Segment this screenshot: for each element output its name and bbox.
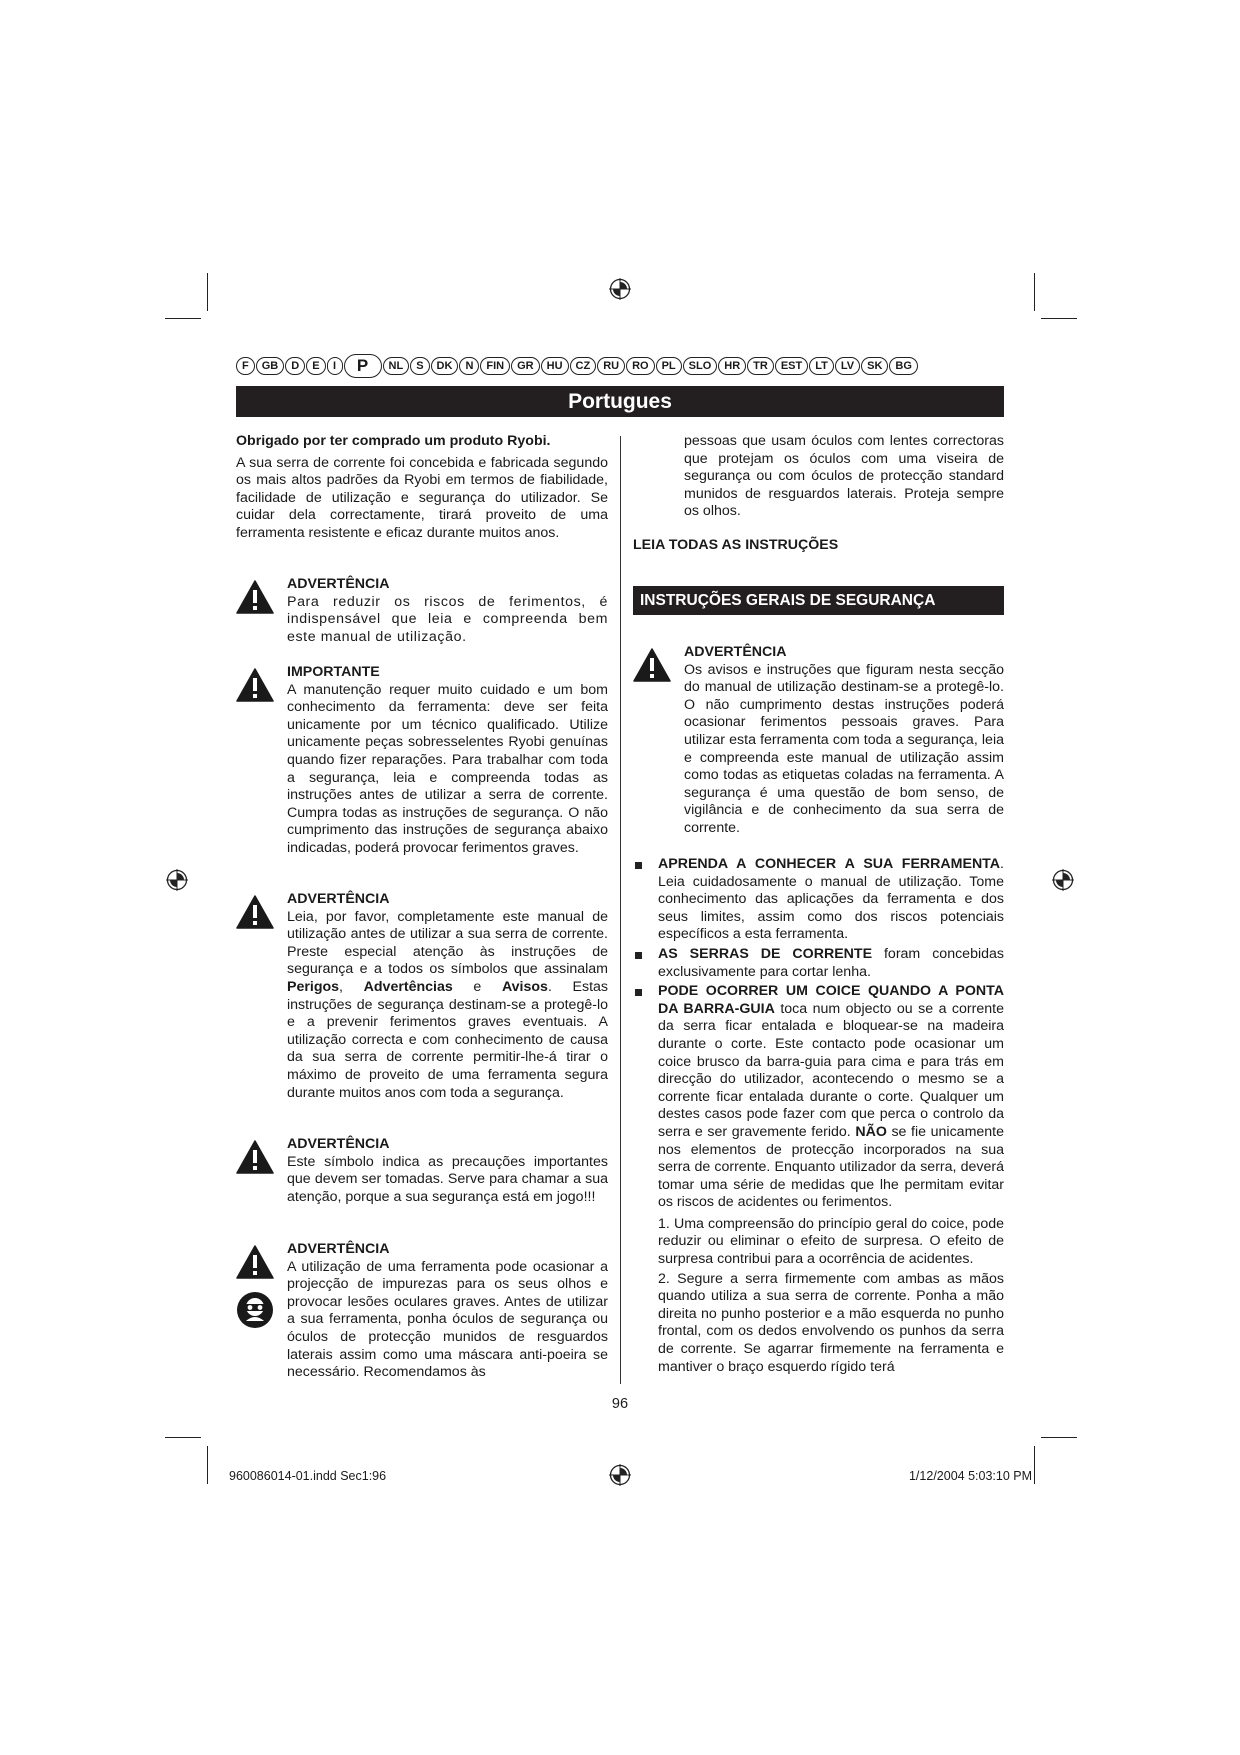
language-tab-ro: RO [626,357,655,375]
intro-text: A sua serra de corrente foi concebida e fabricada segundo os mais altos padrões da Ryobi em termos de fiabilidade, facilidade de utilização e segurança do utilizador. Se cuidar dela correctamente, tirará proveito de uma ferramenta resistente e eficaz durante muitos anos. [236,454,608,541]
section-heading: INSTRUÇÕES GERAIS DE SEGURANÇA [633,586,1004,615]
language-tab-hu: HU [541,357,569,375]
language-tab-f: F [236,357,255,375]
page-title: Portugues [236,386,1004,417]
bullet-square-icon [635,952,642,959]
language-tab-slo: SLO [683,357,718,375]
important-title: IMPORTANTE [287,664,380,680]
registration-mark-icon [166,869,188,891]
read-all-heading: LEIA TODAS AS INSTRUÇÕES [633,537,839,553]
language-tab-sk: SK [861,357,888,375]
crop-mark [165,1437,201,1438]
warning-triangle-icon [236,1140,274,1174]
bullet-square-icon [635,989,642,996]
page-number: 96 [611,1396,629,1412]
continued-text-block [684,433,1004,521]
language-tab-nl: NL [383,357,410,375]
safety-goggles-icon [236,1291,274,1329]
intro-section [236,433,608,543]
language-tab-lt: LT [809,357,834,375]
warning-triangle-icon [633,648,671,682]
language-tab-bg: BG [889,357,918,375]
language-tab-dk: DK [431,357,459,375]
bullet-square-icon [635,862,642,869]
language-tab-s: S [410,357,429,375]
crop-mark [1041,318,1077,319]
warning-triangle-icon [236,668,274,702]
intro-title: Obrigado por ter comprado um produto Ryobi. [236,433,551,449]
crop-mark [1041,1437,1077,1438]
warning-triangle-icon [236,1245,274,1279]
warning-title: ADVERTÊNCIA [287,891,390,907]
important-text: A manutenção requer muito cuidado e um bom conhecimento da ferramenta: deve ser feita unicamente por um técnico qualificado. Utilize unicamente peças sobresselentes Ryobi genuínas quando fizer reparações. Para trabalhar com toda a segurança, leia e compreenda todas as instruções antes de utilizar a serra de corrente. Cumpra todas as instruções de segurança. O não cumprimento das instruções de segurança abaixo indicadas, poderá provocar ferimentos graves. [287,681,608,856]
warning-text: Este símbolo indica as precauções importantes que devem ser tomadas. Serve para chamar a sua atenção, porque a sua segurança está em jogo!!! [287,1153,608,1205]
numbered-item: 2. Segure a serra firmemente com ambas as mãos quando utiliza a sua serra de corrente. Ponha a mão direita no punho posterior e a mão esquerda no punho frontal, com os dedos envolvendo os punhos da serra de corrente. Se agarrar firmemente na ferramenta e mantiver o braço esquerdo rígido terá [658,1270,1004,1375]
footer-file-info: 960086014-01.indd Sec1:96 [229,1469,387,1483]
warning-title: ADVERTÊNCIA [287,1136,390,1152]
language-tab-d: D [285,357,305,375]
crop-mark [165,318,201,319]
registration-mark-icon [609,278,631,300]
bullet-item: AS SERRAS DE CORRENTE foram concebidas exclusivamente para cortar lenha. [633,946,1004,981]
language-tab-tr: TR [747,357,774,375]
bullet-item: APRENDA A CONHECER A SUA FERRAMENTA. Leia cuidadosamente o manual de utilização. Tome conhecimento das aplicações da ferramenta e dos seus limites, assim como dos riscos potenciais específicos a esta ferramenta. [633,856,1004,944]
warning-title: ADVERTÊNCIA [287,576,390,592]
warning-text: Para reduzir os riscos de ferimentos, é indispensável que leia e compreenda bem este manual de utilização. [287,593,608,645]
language-tab-e: E [306,357,325,375]
crop-mark [207,1446,208,1484]
language-tab-gr: GR [511,357,540,375]
language-tab-gb: GB [256,357,285,375]
language-tab-p: P [344,354,382,378]
column-divider [620,436,621,1384]
language-tab-ru: RU [597,357,625,375]
crop-mark [1034,1446,1035,1484]
language-tab-cz: CZ [570,357,597,375]
registration-mark-icon [1052,869,1074,891]
language-tab-pl: PL [656,357,682,375]
warning-title: ADVERTÊNCIA [287,1241,390,1257]
footer-timestamp: 1/12/2004 5:03:10 PM [908,1469,1032,1483]
language-tab-n: N [459,357,479,375]
crop-mark [1034,273,1035,311]
continued-text: pessoas que usam óculos com lentes correctoras que protejam os óculos com uma viseira de segurança ou com óculos de protecção standard munidos de resguardos laterais. Proteja sempre os olhos. [684,433,1004,520]
warning-text: Leia, por favor, completamente este manual de utilização antes de utilizar a sua serra de corrente. Preste especial atenção às instruções de segurança e a todos os símbolos que assinalam Perigos, Advertências e Avisos. Estas instruções de segurança destinam-se a protegê-lo e a prevenir ferimentos graves eventuais. A utilização correcta e com conhecimento de causa da sua serra de corrente permitir-lhe-á tirar o máximo de proveito de uma ferramenta segura durante muitos anos com toda a segurança. [287,908,609,1101]
warning-triangle-icon [236,580,274,614]
crop-mark [207,273,208,311]
warning-text: Os avisos e instruções que figuram nesta secção do manual de utilização destinam-se a protegê-lo. O não cumprimento destas instruções poderá ocasionar ferimentos pessoais graves. Para utilizar esta ferramenta com toda a segurança, leia e compreenda este manual de utilização assim como todas as etiquetas coladas na ferramenta. A segurança é uma questão de bom senso, de vigilância e de conhecimento da sua serra de corrente. [684,661,1004,836]
registration-mark-icon [609,1464,631,1486]
warning-text: A utilização de uma ferramenta pode ocasionar a projecção de impurezas para os seus olhos e provocar lesões oculares graves. Antes de utilizar a sua ferramenta, ponha óculos de segurança ou óculos de protecção munidos de resguardos laterais assim como uma máscara anti-poeira se necessário. Recomendamos às [287,1258,608,1381]
bullet-item: PODE OCORRER UM COICE QUANDO A PONTA DA BARRA-GUIA toca num objecto ou se a corrente da serra ficar entalada e bloquear-se na madeira durante o corte. Este contacto pode ocasionar um coice brusco da barra-guia para cima e para trás em direcção do utilizador, acontecendo o mesmo se a corrente ficar entalada durante o corte. Qualquer um destes casos pode fazer com que perca o controlo da serra e ser gravemente ferido. NÃO se fie unicamente nos elementos de protecção incorporados na sua serra de corrente. Enquanto utilizador da serra, deverá tomar uma série de medidas que lhe permitam evitar os riscos de acidentes ou ferimentos. [633,983,1004,1212]
warning-triangle-icon [236,895,274,929]
safety-bullets [633,856,1004,1376]
language-tab-hr: HR [718,357,746,375]
language-tab-i: I [327,357,343,375]
language-tab-fin: FIN [480,357,510,375]
warning-title: ADVERTÊNCIA [684,644,787,660]
language-tab-est: EST [775,357,808,375]
numbered-item: 1. Uma compreensão do princípio geral do coice, pode reduzir ou eliminar o efeito de surpresa. O efeito de surpresa contribui para a ocorrência de acidentes. [658,1215,1004,1268]
numbered-list [633,1216,1004,1376]
language-tab-lv: LV [835,357,860,375]
language-tabs [236,355,1004,377]
